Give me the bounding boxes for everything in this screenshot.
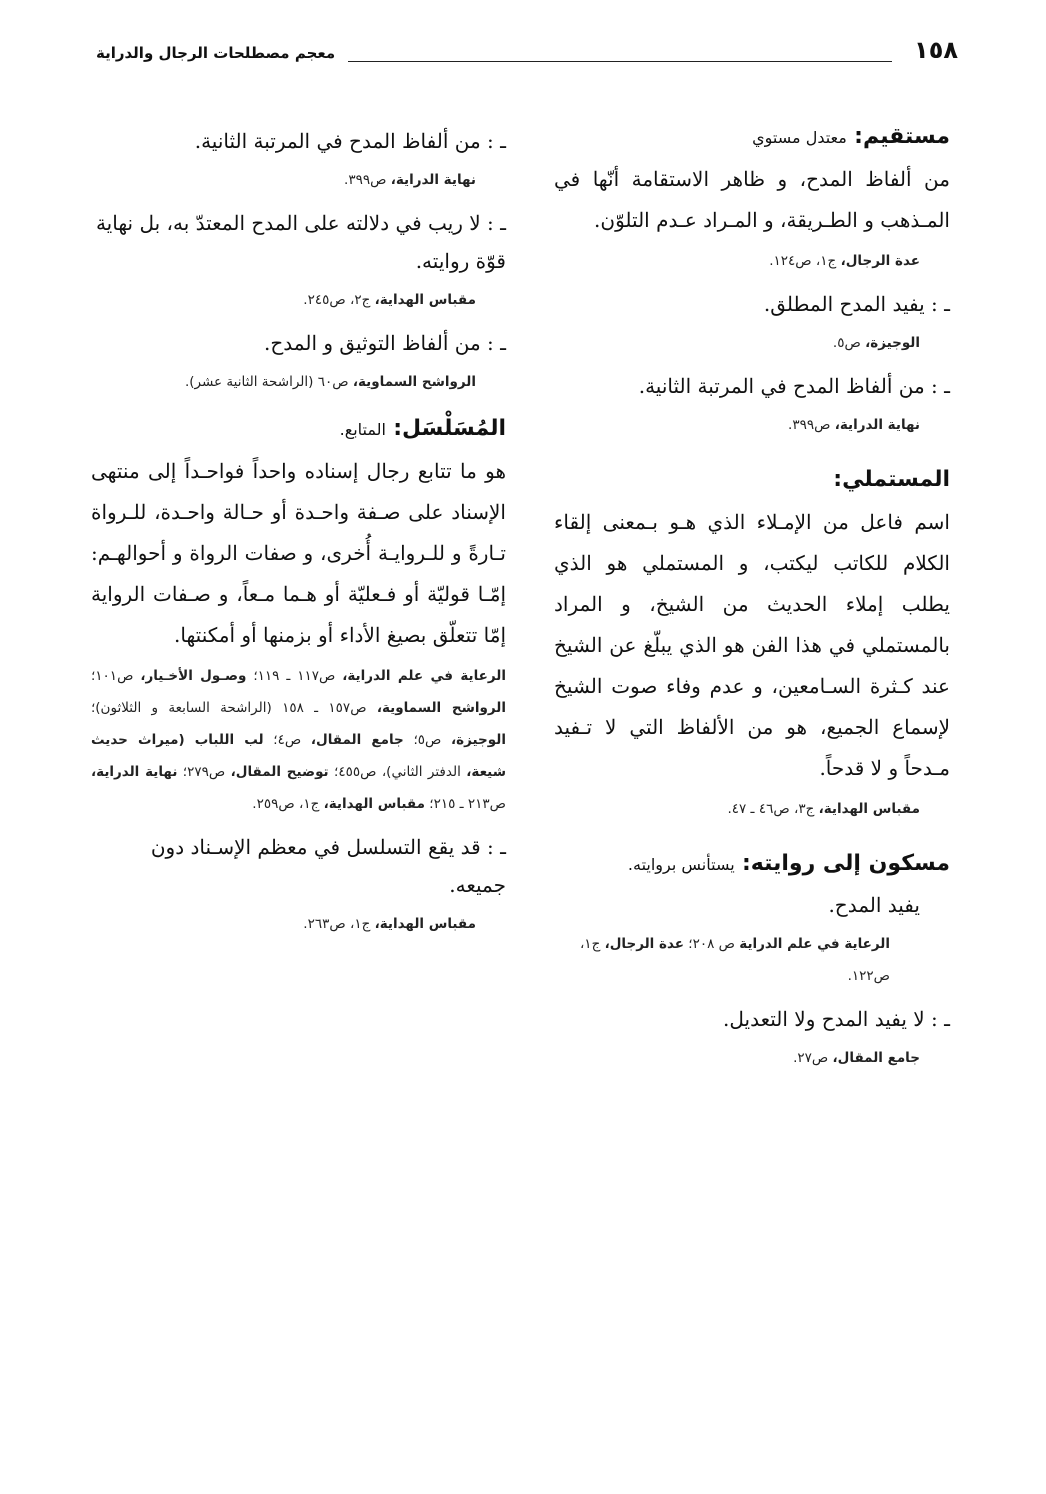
source-location: ج١، ص١٢٢. (579, 936, 890, 984)
gloss: يستأنس بروايته. (627, 855, 735, 874)
source-location: ص٤؛ (263, 732, 311, 748)
source-title: لب اللباب (ميراث حديث شيعة، (91, 732, 506, 780)
source-location: ص٢٧. (793, 1050, 833, 1066)
source-location: ص٣٩٩. (788, 417, 835, 433)
source-title: الوجيزة، (865, 335, 920, 351)
source-title: نهاية الدراية، (91, 764, 178, 780)
source-location: ص٢١٣ ـ ٢١٥؛ (425, 796, 506, 812)
source-title: عدة الرجال، (604, 936, 685, 952)
source-location: ص٦٠ (الراشحة الثانية عشر). (185, 374, 353, 390)
gloss: المتابع. (339, 420, 386, 439)
definition-item: ـ : لا ريب في دلالته على المدح المعتدّ به، بل نهاية قوّة روايته. (95, 211, 506, 273)
definition-item: يفيد المدح. (828, 893, 920, 917)
entry-term (554, 124, 950, 149)
definition-item: ـ : قد يقع التسلسل في معظم الإسـناد دون جميعه. (150, 835, 506, 897)
definition-item: ـ : يفيد المدح المطلق. (763, 292, 950, 316)
source-location: الدفتر الثاني)، ص٤٥٥؛ (328, 764, 467, 780)
source-citation (91, 366, 476, 398)
entry-definition: اسم فاعل من الإمـلاء الذي هـو بـمعنى إلقاء الكلام للكاتب ليكتب، و المستملي هو الذي يطلب إملاء الحديث من الشيخ، و المراد بالمستملي في هذا الفن هو الذي يبلّغ عن الشيخ عند كـثرة السـامعين، و عدم وفاء صوت الشيخ لإسماع الجميع، هو من الألفاظ التي لا تـفيد مـدحاً و لا قدحاً. (554, 510, 950, 780)
entry-musalsal (91, 416, 506, 820)
source-title: الوجيزة، (451, 732, 506, 748)
source-title: الرواشح السماوية، (352, 374, 476, 390)
headword: مسكون إلى روايته: (741, 851, 950, 876)
right-column (554, 122, 950, 1082)
source-citation (540, 928, 890, 992)
source-location: ج١، ص١٢٤. (769, 253, 841, 269)
source-location: ص ٢٠٨؛ (684, 936, 740, 952)
source-title: عدة الرجال، (840, 253, 920, 269)
running-title: معجم مصطلحات الرجال والدراية (96, 44, 336, 62)
entry-mustaqim (554, 124, 950, 441)
source-citation-list (91, 660, 506, 820)
source-title: نهاية الدراية، (390, 172, 476, 188)
source-location: ج١، ص٢٥٩. (252, 796, 324, 812)
headword: المُسَلْسَل: (393, 416, 506, 441)
source-citation (554, 245, 920, 277)
source-citation (554, 1042, 920, 1074)
entry-term (91, 416, 506, 441)
source-title: جامع المقال، (310, 732, 404, 748)
source-citation (554, 793, 920, 825)
header-rule (348, 61, 892, 62)
source-location: ص٥؛ (403, 732, 452, 748)
source-title: مقباس الهداية، (374, 916, 476, 932)
headword: المستملي: (833, 467, 950, 492)
source-title: الرعاية في علم الدراية، (342, 668, 506, 684)
source-title: جامع المقال، (832, 1050, 920, 1066)
entry-term (554, 467, 950, 492)
source-citation (91, 164, 476, 196)
entry-maskun (554, 851, 950, 1074)
source-citation (91, 284, 476, 316)
source-location: ص١٠١؛ (91, 668, 141, 684)
source-title: وصـول الأخـيار، (140, 668, 247, 684)
source-title: مقباس الهداية، (374, 292, 476, 308)
source-location: ص٣٩٩. (344, 172, 391, 188)
definition-item: ـ : لا يفيد المدح ولا التعديل. (723, 1007, 950, 1031)
definition-item: ـ : من ألفاظ المدح في المرتبة الثانية. (194, 129, 506, 153)
source-location: ص١٥٧ ـ ١٥٨ (الراشحة السابعة و الثلاثون)؛ (91, 700, 377, 716)
entry-definition: هو ما تتابع رجال إسناده واحداً فواحـداً إلى منتهى الإسناد على صـفة واحـدة أو حـالة واحـدة، للـرواة تـارةً و للـروايـة أُخرى، و صفات الرواة و أحوالهـم: إمّـا قوليّة أو فـعليّة أو هـما مـعاً، و صـفات الرواية إمّا تتعلّق بصيغ الأداء أو بزمنها أو أمكنتها. (91, 459, 506, 647)
source-title: نهاية الدراية، (834, 417, 920, 433)
source-location: ص٥. (832, 335, 866, 351)
source-title: توضيح المقال، (230, 764, 329, 780)
left-column (91, 122, 506, 948)
definition-item: ـ : من ألفاظ المدح في المرتبة الثانية. (638, 374, 950, 398)
source-location: ج١، ص٢٦٣. (303, 916, 375, 932)
source-title: مقباس الهداية، (323, 796, 425, 812)
source-citation (554, 327, 920, 359)
page-number: ١٥٨ (914, 36, 958, 64)
headword: مستقيم: (854, 124, 950, 149)
source-location: ج٢، ص٢٤٥. (303, 292, 375, 308)
source-location: ج٣، ص٤٦ ـ ٤٧. (727, 801, 819, 817)
gloss: معتدل مستوي (752, 128, 847, 147)
source-title: الرواشح السماوية، (376, 700, 506, 716)
entry-definition: من ألفاظ المدح، و ظاهر الاستقامة أنّها في المـذهب و الطـريقة، و المـراد عـدم التلوّن. (554, 167, 950, 232)
source-citation (91, 908, 476, 940)
source-title: الرعاية في علم الدراية (739, 936, 890, 952)
definition-item: ـ : من ألفاظ التوثيق و المدح. (264, 331, 506, 355)
source-citation (554, 409, 920, 441)
source-title: مقباس الهداية، (818, 801, 920, 817)
source-location: ص١١٧ ـ ١١٩؛ (246, 668, 343, 684)
source-location: ص٢٧٩؛ (177, 764, 231, 780)
entry-mustamli (554, 467, 950, 825)
entry-term (554, 851, 950, 876)
page-header (96, 36, 958, 76)
